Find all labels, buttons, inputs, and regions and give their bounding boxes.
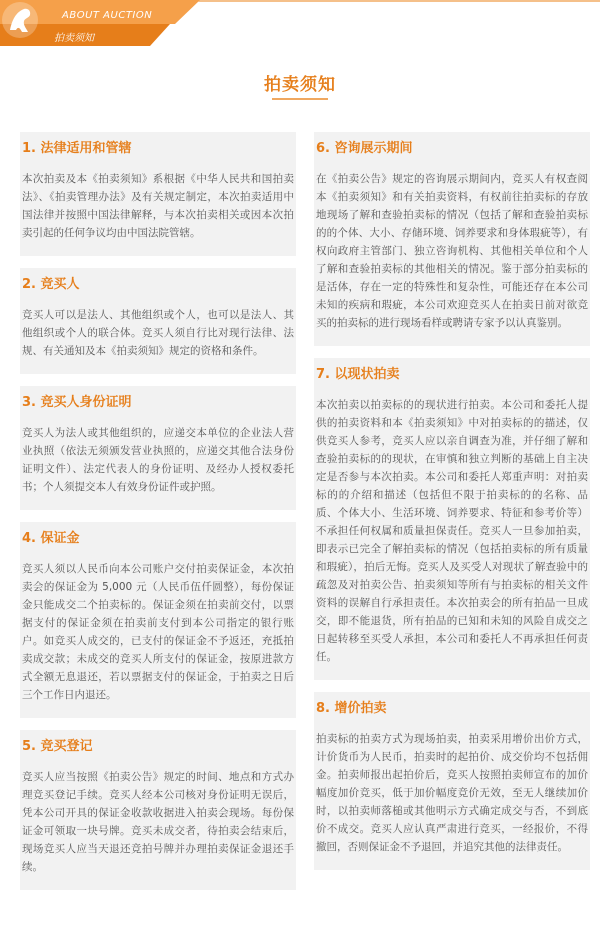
section-title: 1. 法律适用和管辖 <box>22 141 132 156</box>
title-divider <box>272 98 328 100</box>
section-registration <box>20 730 296 890</box>
page-title: 拍卖须知 <box>264 75 336 95</box>
section-body: 竞买人为法人或其他组织的，应递交本单位的企业法人营业执照（依法无须颁发营业执照的，应递交其他合法身份证明文件）、法定代表人的身份证明、及经办人授权委托书；个人须提交本人有效身份证件或护照。 <box>22 427 294 493</box>
section-body: 本次拍卖以拍卖标的的现状进行拍卖。本公司和委托人提供的拍卖资料和本《拍卖须知》中对拍卖标的的描述，仅供竞买人参考，竞买人应以亲自调查为准，并仔细了解和查验拍卖标的的现状，在审慎和独立判断的基础上自主决定是否参与本次拍卖。本公司和委托人郑重声明：对拍卖标的的介绍和描述（包括但不限于拍卖标的的名称、品质、个体大小、生活环境、饲养要求、特征和参考价等）不承担任何权属和质量担保责任。竞买人一旦参加拍卖，即表示已完全了解拍卖标的情况（包括拍卖标的所有质量和瑕疵），拍后无悔。竞买人及买受人对现状了解查验中的疏忽及对拍卖公告、拍卖须知等所有与拍卖标的相关文件资料的误解自行承担责任。本次拍卖会的所有拍品一旦成交，即不能退货，所有拍品的已知和未知的风险自成交之日起转移至买受人承担，本公司和委托人不再承担任何责任。 <box>316 399 588 663</box>
section-title: 4. 保证金 <box>22 531 80 546</box>
section-law <box>20 132 296 256</box>
section-body: 竞买人可以是法人、其他组织或个人，也可以是法人、其他组织或个人的联合体。竞买人须自行比对现行法律、法规、有关通知及本《拍卖须知》规定的资格和条件。 <box>22 309 294 357</box>
right-column <box>314 132 590 882</box>
section-title: 6. 咨询展示期间 <box>316 141 413 156</box>
section-bidding <box>314 692 590 870</box>
section-as-is <box>314 358 590 680</box>
section-title: 2. 竞买人 <box>22 277 80 292</box>
section-bidder <box>20 268 296 374</box>
left-column <box>20 132 296 902</box>
section-title: 8. 增价拍卖 <box>316 701 387 716</box>
section-body: 竞买人应当按照《拍卖公告》规定的时间、地点和方式办理竞买登记手续。竞买人经本公司核对身份证明无误后，凭本公司开具的保证金收款收据进入拍卖会现场。每份保证金可领取一块号牌。竞买未成交者，待拍卖会结束后，现场竞买人应当天退还竞拍号牌并办理拍卖保证金退还手续。 <box>22 771 294 873</box>
section-title: 7. 以现状拍卖 <box>316 367 400 382</box>
header-title-en: ABOUT AUCTION <box>62 10 153 21</box>
section-body: 拍卖标的拍卖方式为现场拍卖，拍卖采用增价出价方式，计价货币为人民币，拍卖时的起拍价、成交价均不包括佣金。拍卖师报出起拍价后，竞买人按照拍卖师宣布的加价幅度加价竞买，低于加价幅度竞价无效，至无人继续加价时，以拍卖师落槌或其他明示方式确定成交与否，不到底价不成交。竞买人应认真严肃进行竞买，一经报价，不得撤回，否则保证金不予退回，并追究其他的法律责任。 <box>316 733 588 853</box>
section-title: 3. 竞买人身份证明 <box>22 395 132 410</box>
section-body: 在《拍卖公告》规定的咨询展示期间内，竞买人有权查阅本《拍卖须知》和有关拍卖资料，有权前往拍卖标的存放地现场了解和查验拍卖标的情况（包括了解和查验拍卖标的的个体、大小、存储环境、饲养要求和身体瑕疵等），有权向政府主管部门、独立咨询机构、其他相关单位和个人了解和查验拍卖标的其他相关的情况。鉴于部分拍卖标的是活体，存在一定的特殊性和复杂性，可能还存在本公司未知的疾病和瑕疵，本公司欢迎竞买人在拍卖日前对欲竞买的拍卖标的进行现场看样或聘请专家予以认真鉴别。 <box>316 173 588 329</box>
section-deposit <box>20 522 296 718</box>
section-preview <box>314 132 590 346</box>
section-identity <box>20 386 296 510</box>
header-title-cn: 拍卖须知 <box>54 33 94 44</box>
section-title: 5. 竞买登记 <box>22 739 93 754</box>
horse-logo-icon <box>0 0 40 40</box>
section-body: 竞买人须以人民币向本公司账户交付拍卖保证金，本次拍卖会的保证金为 5,000 元（人民币伍仟圆整），每份保证金只能成交二个拍卖标的。保证金须在拍卖前交付，以票据支付的保证金须在拍卖前支付到本公司指定的银行账户。如竞买人成交的，已支付的保证金不予返还，充抵拍卖成交款；未成交的竞买人所支付的保证金，按原进款方式全额无息退还，若以票据支付的保证金，于拍卖之日后三个工作日内退还。 <box>22 563 294 701</box>
section-body: 本次拍卖及本《拍卖须知》系根据《中华人民共和国拍卖法》、《拍卖管理办法》及有关规定制定，本次拍卖适用中国法律并按照中国法律解释，与本次拍卖相关或因本次拍卖引起的任何争议均由中国法院管辖。 <box>22 173 294 239</box>
header-banner <box>0 0 600 48</box>
